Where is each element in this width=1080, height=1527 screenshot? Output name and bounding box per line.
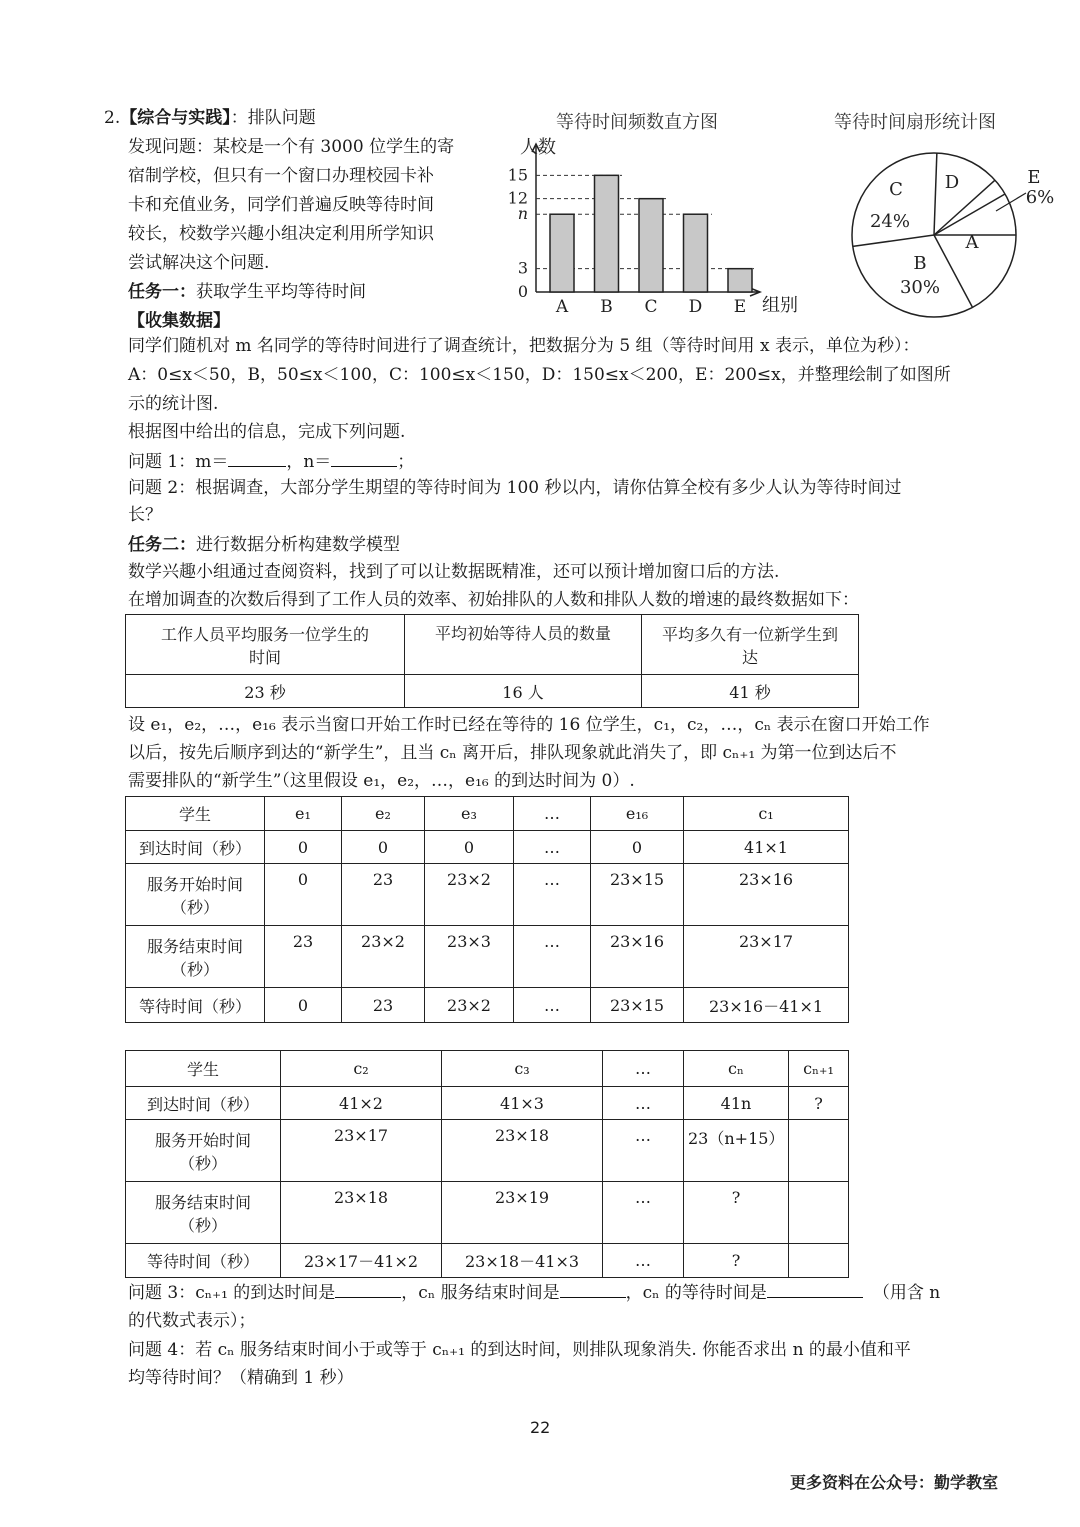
pie-title: 等待时间扇形统计图 [834, 112, 996, 133]
table3-row-label: 到达时间（秒） [126, 1087, 281, 1120]
problem-heading [104, 107, 316, 129]
bar [639, 199, 663, 292]
table2-cell: … [514, 864, 591, 926]
table2-cell: 0 [425, 831, 514, 864]
intro-line: 尝试解决这个问题. [128, 253, 270, 273]
q3-part-b: ，cₙ 服务结束时间是 [401, 1283, 560, 1303]
pie-percent: 6% [1025, 187, 1055, 208]
task2-heading-label: 任务二： [128, 535, 196, 555]
table3-header-cell: c₂ [281, 1051, 442, 1087]
table2-header-cell: … [514, 797, 591, 831]
question-4-line2: 均等待时间？（精确到 1 秒） [128, 1368, 354, 1388]
table1-header-text: 平均初始等待人员的数量 [434, 624, 611, 643]
footer-note: 更多资料在公众号：勤学教室 [790, 1473, 999, 1492]
table1-cell: 16 人 [405, 675, 642, 708]
q1-answer-blank-n[interactable] [331, 450, 397, 467]
task2-heading-text: 进行数据分析构建数学模型 [196, 535, 400, 555]
table2-row-label [126, 926, 265, 988]
q3-answer-blank-arrival[interactable] [335, 1281, 401, 1298]
table1-header-text: 平均多久有一位新学生到 [661, 624, 838, 644]
label-line: （秒） [170, 959, 219, 979]
q3-part-a: 问题 3：cₙ₊₁ 的到达时间是 [128, 1283, 336, 1303]
table2-header-cell: e₃ [425, 797, 514, 831]
table3-header-cell: 学生 [126, 1051, 281, 1087]
y-tick-label: 3 [517, 258, 528, 278]
x-axis-label: 组别 [762, 295, 798, 316]
pie-label: C [889, 179, 903, 200]
label-line: 服务结束时间 [146, 936, 243, 956]
efficiency-table [125, 614, 859, 708]
table3-header-cell: cₙ₊₁ [789, 1051, 849, 1087]
y-axis-label: 人数 [520, 137, 556, 158]
label-line: （秒） [178, 1215, 227, 1235]
q3-part-d: （用含 n [872, 1283, 941, 1303]
pie-label: D [944, 172, 960, 193]
table2-cell: 23×2 [425, 864, 514, 926]
intro-line: 较长，校数学兴趣小组决定利用所学知识 [128, 224, 434, 244]
table2-row-label: 等待时间（秒） [126, 988, 265, 1023]
pie-label: B [913, 253, 927, 274]
table2-header-cell: c₁ [684, 797, 849, 831]
table3-cell: 23×17－41×2 [281, 1244, 442, 1278]
table2-cell: 23 [265, 926, 342, 988]
collect-data-heading: 【收集数据】 [128, 311, 230, 331]
table1-header-cell [405, 615, 642, 675]
table3-cell [789, 1120, 849, 1182]
table2-header-cell: e₂ [342, 797, 425, 831]
table3-cell: ? [684, 1182, 789, 1244]
label-line: 服务开始时间 [154, 1130, 251, 1150]
table3-cell: … [603, 1244, 684, 1278]
table2-cell: 23×3 [425, 926, 514, 988]
q1-prefix: 问题 1：m＝ [128, 452, 229, 472]
question-3-line1 [128, 1281, 940, 1304]
table3-cell: 23×18 [281, 1182, 442, 1244]
label-line: 服务开始时间 [146, 874, 243, 894]
table2-header-cell: e₁₆ [591, 797, 684, 831]
y-tick-label: n [517, 204, 528, 224]
table2-cell: 0 [265, 831, 342, 864]
q1-end: ； [397, 452, 415, 472]
task1-heading-label: 任务一： [128, 282, 196, 302]
pie-label: E [1027, 167, 1041, 188]
table2-cell: 23×15 [591, 988, 684, 1023]
label-line: （秒） [170, 897, 219, 917]
table2-cell: 23×16 [684, 864, 849, 926]
task1-line: 根据图中给出的信息，完成下列问题. [128, 422, 406, 442]
problem-tag: 【综合与实践】 [120, 108, 231, 128]
table3-cell: 41×2 [281, 1087, 442, 1120]
table3-header-cell: … [603, 1051, 684, 1087]
desc-line: 设 e₁，e₂，…，e₁₆ 表示当窗口开始工作时已经在等待的 16 位学生，c₁，c₂，…，cₙ 表示在窗口开始工作 [128, 715, 930, 735]
y-tick-label: 12 [507, 188, 528, 208]
q3-part-c: ，cₙ 的等待时间是 [625, 1283, 767, 1303]
student-table-e [125, 796, 849, 1023]
problem-number: 2. [104, 108, 121, 128]
table2-cell: … [514, 831, 591, 864]
bar [550, 214, 574, 292]
table2-cell: 41×1 [684, 831, 849, 864]
histogram-chart [500, 130, 830, 320]
table2-row-label [126, 864, 265, 926]
table2-cell: 23×17 [684, 926, 849, 988]
x-tick-label: C [644, 297, 658, 317]
table2-cell: … [514, 988, 591, 1023]
table2-cell: 0 [591, 831, 684, 864]
table3-cell: 23×17 [281, 1120, 442, 1182]
table3-cell: … [603, 1120, 684, 1182]
table3-header-cell: c₃ [442, 1051, 603, 1087]
table3-cell: 23×18 [442, 1120, 603, 1182]
table3-header-cell: cₙ [684, 1051, 789, 1087]
table2-cell: 23×16 [591, 926, 684, 988]
table2-header-cell: 学生 [126, 797, 265, 831]
question-1 [128, 450, 414, 473]
question-2-line1: 问题 2：根据调查，大部分学生期望的等待时间为 100 秒以内，请你估算全校有多少人认为等待时间过 [128, 478, 902, 498]
table1-header-text: 时间 [248, 647, 281, 667]
task1-heading-text: 获取学生平均等待时间 [196, 282, 366, 302]
table3-cell: 23（n+15） [684, 1120, 789, 1182]
task1-line: A：0≤x＜50，B，50≤x＜100，C：100≤x＜150，D：150≤x＜200，E：200≤x，并整理绘制了如图所 [128, 365, 951, 385]
pie-label: A [965, 232, 979, 253]
intro-line: 宿制学校，但只有一个窗口办理校园卡补 [128, 166, 434, 186]
table1-header-cell [126, 615, 405, 675]
table3-cell: ? [789, 1087, 849, 1120]
table2-cell: 23×16－41×1 [684, 988, 849, 1023]
x-tick-label: E [733, 297, 747, 317]
question-2-line2: 长？ [128, 505, 162, 525]
pie-chart [840, 138, 1060, 328]
table1-header-cell [642, 615, 859, 675]
pie-percent: 24% [869, 211, 911, 232]
table3-cell: … [603, 1182, 684, 1244]
page-number: 22 [530, 1418, 551, 1437]
table2-cell: 23×2 [425, 988, 514, 1023]
y-tick-label: 15 [507, 165, 528, 185]
table2-cell: 23 [342, 864, 425, 926]
task2-line: 在增加调查的次数后得到了工作人员的效率、初始排队的人数和排队人数的增速的最终数据如下： [128, 590, 859, 610]
x-tick-label: A [555, 297, 569, 317]
table2-cell: 0 [265, 864, 342, 926]
problem-title: ：排队问题 [230, 108, 316, 128]
task2-line: 数学兴趣小组通过查阅资料，找到了可以让数据既精准，还可以预计增加窗口后的方法. [128, 562, 780, 582]
table2-cell: 23 [342, 988, 425, 1023]
table3-cell: … [603, 1087, 684, 1120]
task1-line: 同学们随机对 m 名同学的等待时间进行了调查统计，把数据分为 5 组（等待时间用 x 表示，单位为秒）： [128, 336, 920, 356]
question-3-line2: 的代数式表示）； [128, 1311, 256, 1331]
table2-cell: 0 [265, 988, 342, 1023]
desc-line: 需要排队的“新学生”（这里假设 e₁，e₂，…，e₁₆ 的到达时间为 0）. [128, 771, 635, 791]
table1-cell: 23 秒 [126, 675, 405, 708]
table2-cell: 23×2 [342, 926, 425, 988]
table3-cell: ? [684, 1244, 789, 1278]
student-table-c [125, 1050, 849, 1278]
intro-line: 发现问题：某校是一个有 3000 位学生的寄 [128, 137, 455, 157]
table3-cell [789, 1244, 849, 1278]
table3-cell: 23×18－41×3 [442, 1244, 603, 1278]
x-tick-label: D [688, 297, 703, 317]
q3-answer-blank-end[interactable] [560, 1281, 626, 1298]
intro-line: 卡和充值业务，同学们普遍反映等待时间 [128, 195, 434, 215]
table2-row-label: 到达时间（秒） [126, 831, 265, 864]
table1-header-text: 工作人员平均服务一位学生的 [160, 624, 369, 644]
x-tick-label: B [600, 297, 613, 317]
label-line: （秒） [178, 1153, 227, 1173]
q3-answer-blank-wait[interactable] [767, 1281, 863, 1298]
table2-header-cell: e₁ [265, 797, 342, 831]
histogram-title: 等待时间频数直方图 [556, 112, 718, 133]
task1-heading [128, 281, 366, 303]
table2-cell: 23×15 [591, 864, 684, 926]
q1-answer-blank-m[interactable] [228, 450, 286, 467]
table3-row-label [126, 1120, 281, 1182]
task1-line: 示的统计图. [128, 394, 219, 414]
table1-header-text: 达 [741, 647, 758, 667]
table3-cell: 41n [684, 1087, 789, 1120]
pie-percent: 30% [899, 277, 941, 298]
q1-mid: ，n＝ [286, 452, 332, 472]
bar [684, 214, 708, 292]
bar [728, 269, 752, 292]
table1-cell: 41 秒 [642, 675, 859, 708]
table3-cell [789, 1182, 849, 1244]
desc-line: 以后，按先后顺序到达的“新学生”，且当 cₙ 离开后，排队现象就此消失了，即 cₙ₊₁ 为第一位到达后不 [128, 743, 897, 763]
question-4-line1: 问题 4：若 cₙ 服务结束时间小于或等于 cₙ₊₁ 的到达时间，则排队现象消失. 你能否求出 n 的最小值和平 [128, 1340, 911, 1360]
table3-cell: 23×19 [442, 1182, 603, 1244]
table2-cell: 0 [342, 831, 425, 864]
table3-row-label: 等待时间（秒） [126, 1244, 281, 1278]
table2-cell: … [514, 926, 591, 988]
label-line: 服务结束时间 [154, 1192, 251, 1212]
table3-cell: 41×3 [442, 1087, 603, 1120]
table3-row-label [126, 1182, 281, 1244]
bar [595, 175, 619, 292]
y-tick-label: 0 [517, 282, 528, 301]
task2-heading [128, 534, 400, 556]
